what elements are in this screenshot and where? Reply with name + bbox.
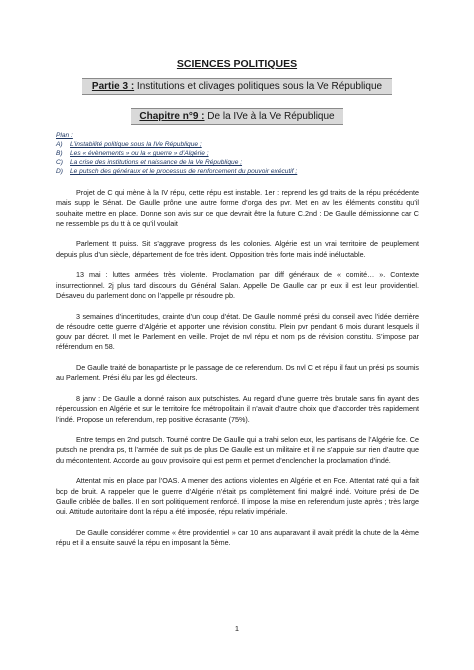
document-title: SCIENCES POLITIQUES bbox=[176, 58, 298, 70]
body-paragraph: Projet de C qui mène à la IV répu, cette répu est instable. 1er : reprend les gd traits de la répu précédente mais supp le Sénat. De Gaulle prône une autre forme d’orga des pvr. Met en av les éléments constitu qu’il souhaite mettre en place. Donne son avis sur ce que devrait être la future C.2nd : De Gaulle démissionne car C ne ressemble ps du tt à ce qu’il voulait bbox=[56, 188, 419, 228]
body-paragraph: De Gaulle considérer comme « être providentiel » car 10 ans auparavant il avait prédit la chute de la 4ème répu et il a ensuite sauvé la répu en imposant la 5ème. bbox=[56, 527, 419, 548]
plan-item bbox=[56, 167, 436, 176]
plan-item bbox=[56, 149, 436, 158]
plan-item-letter: D) bbox=[56, 168, 63, 175]
plan-section bbox=[56, 131, 436, 176]
body-paragraph: De Gaulle traité de bonapartiste pr le passage de ce referendum. Ds nvl C et répu il faut un prési ps soumis au Parlement. Prési élu par les gd électeurs. bbox=[56, 363, 419, 383]
part-text: Institutions et clivages politiques sous la Ve République bbox=[134, 81, 383, 92]
document-body bbox=[56, 188, 419, 559]
plan-item bbox=[56, 140, 436, 149]
plan-item-text: L’instabilité politique sous la IVe République ; bbox=[70, 141, 202, 148]
body-paragraph: Attentat mis en place par l’OAS. A mener des actions violentes en Algérie et en Fce. Attentat raté qui a fait bcp de bruit. A rappeler que le guerre d’Algérie n’était ps complètement fini malgré indé. Voiture prési de De Gaulle criblée de balles. Il en sort politiquement renforcé. Il impose la mise en referendum juste après ; très large oui. Attitude autoritaire dont la répu a été imposée, répu relativ impériale. bbox=[56, 476, 419, 517]
body-paragraph: 13 mai : luttes armées très violente. Proclamation par diff généraux de « comité… ». Contexte insurrectionnel. 2j plus tard discours du Général Salan. Appelle De Gaulle car pr eux il est leur providentiel. Désaveu du parlement donc on l’appelle pr résoudre pb. bbox=[56, 270, 419, 300]
body-paragraph: 3 semaines d’incertitudes, crainte d’un coup d’état. De Gaulle nommé prési du conseil avec l’idée derrière de résoudre cette guerre d’Algérie et apporter une révision constitu. Plein pvr pendant 6 mois durant lesquels il gouv par décret. Il met le Parlement en veille. Projet de nvl répu et nom ps de révision constitu. S’impose par référendum en 58. bbox=[56, 311, 419, 352]
chapter-text: De la IVe à la Ve République bbox=[204, 111, 335, 122]
page-number: 1 bbox=[234, 624, 240, 633]
body-paragraph: Entre temps en 2nd putsch. Tourné contre De Gaulle qui a trahi selon eux, les partisans de l’Algérie fce. Ce putsch ne prendra ps, tt l’armée de suit ps de plus De Gaulle est un militaire et il ne s’appuie sur rien d’autre que du mécontentent. Accorde au gouv provisoire qui est perm et permet d’enclencher la proclamation d’indé. bbox=[56, 435, 419, 465]
chapter-label: Chapitre n°9 : bbox=[139, 111, 205, 122]
body-paragraph: 8 janv : De Gaulle a donné raison aux putschistes. Au regard d’une guerre très brutale sans fin ayant des répercussion en Algérie et sur le territoire fce métropolitain il n’avait d’autre choix que d’accorder très rapidement l’indé. Propose un referendum, rep positive écrasante (75%). bbox=[56, 393, 419, 424]
plan-item-letter: C) bbox=[56, 159, 63, 166]
part-heading bbox=[82, 78, 392, 95]
plan-item-text: Le putsch des généraux et le processus de renforcement du pouvoir exécutif ; bbox=[70, 168, 298, 175]
plan-item-letter: A) bbox=[56, 141, 63, 148]
plan-item bbox=[56, 158, 436, 167]
part-label: Partie 3 : bbox=[91, 81, 135, 92]
plan-item-letter: B) bbox=[56, 150, 63, 157]
plan-heading: Plan : bbox=[56, 132, 73, 139]
plan-item-text: Les « évènements » ou la « guerre » d’Algérie ; bbox=[70, 150, 209, 157]
body-paragraph: Parlement tt puiss. Sit s’aggrave progress ds les colonies. Algérie est un vrai territoire de peuplement depuis plus d’un siècle, département de fce très ident. Opposition très forte mais indé inéluctable. bbox=[56, 239, 419, 259]
plan-item-text: La crise des institutions et naissance de la Ve République ; bbox=[70, 159, 243, 166]
chapter-heading bbox=[131, 108, 343, 125]
